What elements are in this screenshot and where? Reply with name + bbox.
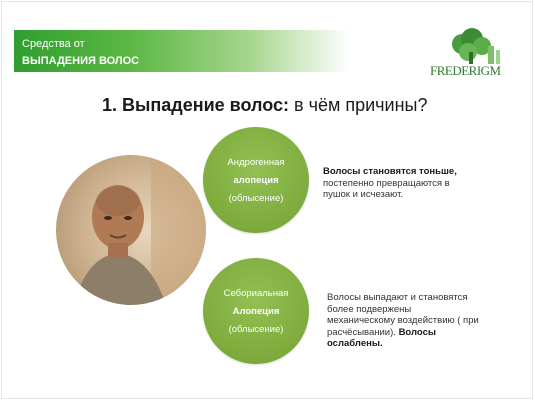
desc1-comma: , [454,166,457,177]
circle1-line3: (облысение) [228,193,284,204]
seborrheic-alopecia-circle [203,258,309,364]
desc1-line2: постепенно превращаются в [323,177,450,189]
desc2-bold2: ослаблены. [327,338,383,349]
seborrheic-description [327,292,517,350]
circle2-line2: Алопеция [232,306,280,317]
desc2-line3: механическому воздействию ( при [327,315,479,326]
desc2-bold1: Волосы [398,326,436,338]
circle1-line1: Андрогенная [227,157,285,168]
slide-title-rest: в чём причины? [289,95,428,115]
header-title-line1: Средства от [22,38,85,50]
androgenic-description [323,166,493,201]
circle2-line1: Себориальная [223,288,289,299]
desc1-bold: Волосы становятся тоньше [323,166,455,177]
slide-title-bold: 1. Выпадение волос: [102,95,289,115]
man-portrait-photo [56,155,206,305]
desc2-line2: более подвержены [327,303,412,315]
slide-title [102,95,427,116]
circle1-line2: алопеция [233,175,279,186]
circle2-line3: (облысение) [228,324,284,335]
brand-logo-wordmark: FREDERIGM [430,63,501,78]
desc2-line1: Волосы выпадают и становятся [327,292,468,303]
desc2-line4: расчёсывании). [327,326,396,338]
header-title-line2: ВЫПАДЕНИЯ ВОЛОС [22,55,140,67]
desc1-line3: пушок и исчезают. [323,189,404,200]
androgenic-alopecia-circle [203,127,309,233]
